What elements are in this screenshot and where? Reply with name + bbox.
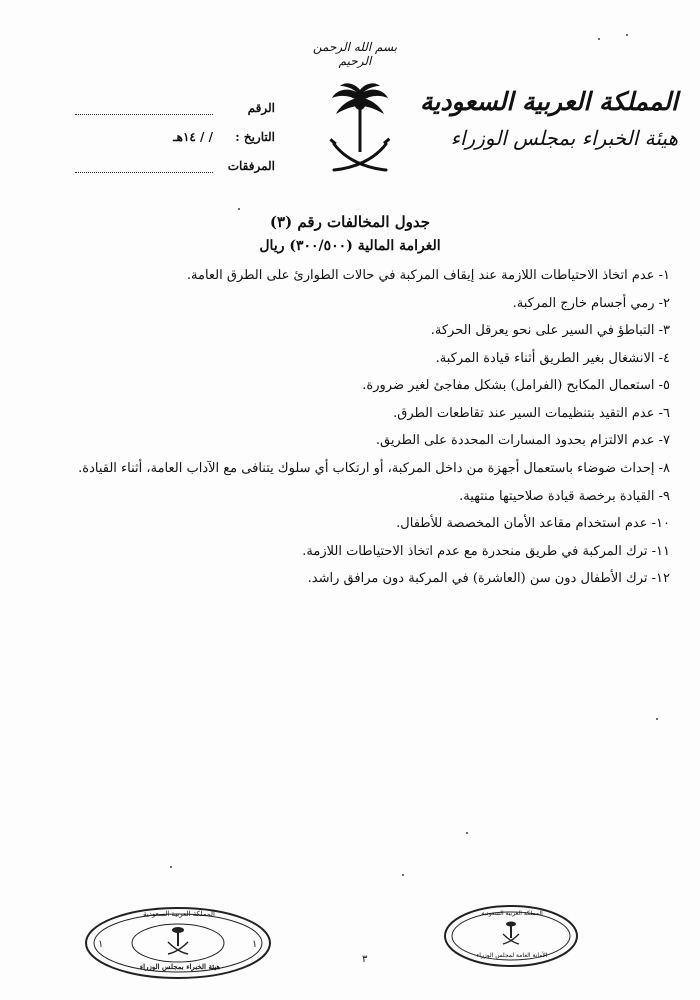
list-item: ٤- الانشغال بغير الطريق أثناء قيادة المركبة. [435, 350, 670, 366]
palm-swords-emblem-icon [328, 80, 392, 180]
authority-name: هيئة الخبراء بمجلس الوزراء [450, 126, 678, 150]
stamp-left-outer-text: المملكة العربية السعودية [143, 910, 215, 918]
ref-number-line [75, 102, 213, 115]
seal-emblem-icon [168, 927, 188, 954]
list-item: ١- عدم اتخاذ الاحتياطات اللازمة عند إيقاف المركبة في حالات الطوارئ على الطرق العامة. [186, 268, 670, 283]
list-item: ٥- استعمال المكابح (الفرامل) بشكل مفاجئ لغير ضرورة. [362, 378, 670, 393]
table-title [150, 210, 550, 258]
list-item: ١٠- عدم استخدام مقاعد الأمان المخصصة للأطفال. [396, 516, 670, 531]
list-item: ١٢- ترك الأطفال دون سن (العاشرة) في المركبة دون مرافق راشد. [307, 571, 670, 586]
seal-emblem-icon [503, 922, 519, 945]
list-item: ٦- عدم التقيد بتنظيمات السير عند تقاطعات الطرق. [393, 405, 670, 421]
scan-speck [626, 34, 628, 36]
date-label: التاريخ : [235, 130, 275, 144]
violations-list [50, 262, 670, 593]
scan-speck [598, 38, 600, 40]
violations-table-title: جدول المخالفات رقم (٣) [269, 213, 431, 231]
list-item: ٨- إحداث ضوضاء باستعمال أجهزة من داخل المركبة، أو ارتكاب أي سلوك يتنافى مع الآداب العامة، أثناء القيادة. [78, 460, 670, 476]
attachments-label: المرفقات [227, 159, 275, 173]
list-item: ٢- رمي أجسام خارج المركبة. [512, 295, 670, 311]
scan-speck [402, 874, 404, 876]
scan-speck [466, 832, 468, 834]
letterhead-authority [419, 84, 678, 156]
basmala: بسم الله الرحمن الرحيم [312, 40, 398, 68]
stamp-right-inner-text: الأمانة العامة لمجلس الوزراء [476, 952, 548, 959]
scan-speck [170, 866, 172, 868]
attachments-line [75, 160, 213, 173]
ref-number-row [75, 86, 275, 115]
page-number: ٣ [362, 954, 368, 965]
reference-fields [75, 86, 275, 173]
svg-text:١: ١ [252, 939, 258, 950]
attachments-row [75, 144, 275, 173]
fine-amount: الغرامة المالية (٣٠٠/٥٠٠) ريال [259, 238, 441, 254]
date-value: / / ١٤هـ [173, 130, 213, 144]
list-item: ١١- ترك المركبة في طريق منحدرة مع عدم اتخاذ الاحتياطات اللازمة. [302, 543, 670, 559]
list-item: ٩- القيادة برخصة قيادة صلاحيتها منتهية. [459, 488, 670, 504]
list-item: ٣- التباطؤ في السير على نحو يعرقل الحركة. [430, 323, 670, 338]
ref-number-label: الرقم [247, 101, 275, 115]
scan-speck [238, 208, 240, 210]
kingdom-name: المملكة العربية السعودية [419, 87, 678, 116]
list-item: ٧- عدم الالتزام بحدود المسارات المحددة على الطريق. [375, 433, 670, 448]
date-row [75, 115, 275, 144]
stamp-left-inner-text: هيئة الخبراء بمجلس الوزراء [139, 962, 221, 971]
svg-text:١: ١ [98, 939, 104, 950]
stamp-right-outer-text: المملكة العربية السعودية [481, 910, 543, 917]
scan-speck [656, 718, 658, 720]
